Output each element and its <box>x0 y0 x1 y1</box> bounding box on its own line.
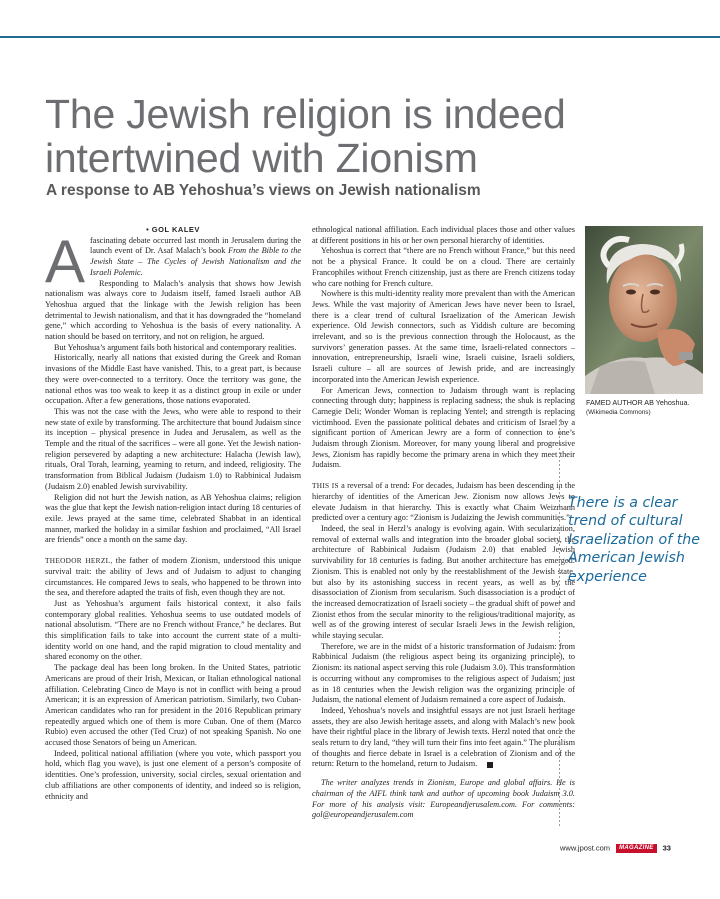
caption-text: FAMED AUTHOR AB Yehoshua. <box>586 398 690 407</box>
paragraph: Just as Yehoshua’s argument fails historical context, it also fails contemporary global realities. Yehoshua seems to use outdated models of national absolutism. “There are no French without France,” he declares. But this simplification fails to take into account the current state of a multi-identity world on one hand, and the rapid migration to cloud mentality and shared economy on the other. <box>45 598 301 662</box>
pull-quote: There is a clear trend of cultural Israelization of the American Jewish experience <box>568 495 701 585</box>
page-number: 33 <box>662 843 671 853</box>
end-mark-icon <box>487 762 493 768</box>
paragraph: Afascinating debate occurred last month in Jerusalem during the launch event of Dr. Asaf Malach’s book From the Bible to the Jewish State – The Cycles of Jewish Nationalism and the Israeli Polemic. <box>45 227 302 295</box>
paragraph: Indeed, the seal in Herzl’s analogy is evolving again. With secularization, removal of external walls and integration into the broader global society, the architecture of Rabbinical Judaism (Judaism 2.0) that enabled Jewish survivability for 18 centuries is fading. But another architecture has emerged: Zionism. This is enabled not only by the reestablishment of the Jewish state, but also by its astonishing success in recent years, as well as by the disassociation of Zionism from secularism. Such disassociation is a product of the increased democratization of Israeli society – the gradual shift of power and Zionist ethos from the secular minority to the religious/traditional majority, as well as of the growing interest of secular Israeli Jews in the Jewish religion, while staying secular. <box>312 523 575 641</box>
page-footer <box>560 843 710 853</box>
paragraph: Indeed, Yehoshua’s novels and insightful essays are not just Israeli heritage assets, they are also Jewish heritage assets, and along with Malach’s new book have their rightful place in the library of Jewish texts. Herzl noted that once the seals return to dry land, “they will turn their fins into feet again.” The pluralism of thoughts and fierce debate in Israel is a celebration of Zionism and of the return: Return to the homeland, return to Judaism. <box>312 705 575 769</box>
author-photo <box>585 226 703 394</box>
paragraph: ethnological national affiliation. Each individual places those and other values at different positions in his or her own personal hierarchy of identities. <box>312 225 575 245</box>
author-note: The writer analyzes trends in Zionism, Europe and global affairs. He is chairman of the AIFL think tank and author of upcoming book Judaism 3.0. For more of his analysis visit: Europeandjerusalem.com. For comments: gol@europeandjerusalem.com <box>312 778 575 820</box>
top-rule <box>0 36 720 38</box>
magazine-logo: MAGAZINE <box>616 844 656 853</box>
section-paragraph: THIS IS a reversal of a trend: For decades, Judaism has been descending in the hierarchy of identities of the American Jew. Zionism now allows Jews to elevate Judaism in that hierarchy. This is exactly what Chaim Weizmann predicted over a century ago: “Zionism is Judaizing the Jewish communities.” <box>312 481 575 523</box>
column-1 <box>45 225 301 802</box>
headline: The Jewish religion is indeed intertwined with Zionism <box>45 91 566 181</box>
paragraph: Historically, nearly all nations that existed during the Greek and Roman invasions of the Middle East have vanished. This, to a great part, is because they were over-connected to a territory. Once the territory was gone, the national ethos was too weak to keep it as a distinct group in exile or under occupation. After a few generations, those nations evaporated. <box>45 353 301 406</box>
lead-in: THEODOR HERZL, <box>45 556 113 566</box>
paragraph: This was not the case with the Jews, who were able to respond to their new state of exile by transforming. The architecture that bound Judaism since its inception – physical presence in Judea and Jerusalem, as well as the Temple and the ritual of the sacrifices – were all gone. Yet the Jewish nation-religion persevered by adapting a new architecture: Halacha (Jewish law), rituals, Oral Torah, learning, yearning to return, and indeed, religiosity. The transformation from Biblical Judaism (Judaism 1.0) to Rabbinical Judaism (Judaism 2.0) enabled Jewish survivability. <box>45 406 301 491</box>
deck: A response to AB Yehoshua’s views on Jewish nationalism <box>46 182 481 199</box>
paragraph: Indeed, political national affiliation (where you vote, which passport you hold, which flag you wave), is just one element of a person’s composite of identities. One’s profession, university, social circles, sexual orientation and club affiliations are other components of identity, and indeed so is religion, ethnicity and <box>45 748 301 801</box>
paragraph: For American Jews, connection to Judaism through want is replacing connecting through duty; happiness is replacing sadness; the shuk is replacing Carnegie Deli; Wonder Woman is replacing Yentel; and strength is replacing victimhood. Even the passionate political debates and criticism of Israel by a significant portion of American Jewry are a form of connection to one’s Judaism through Zionism. Moreover, for many young liberal and progressive Jews, Zionism has rapidly become the primary arena in which they meet their Judaism. <box>312 385 575 470</box>
byline: • GOL KALEV <box>146 225 200 234</box>
footer-url[interactable]: www.jpost.com <box>560 843 611 853</box>
photo-credit: (Wikimedia Commons) <box>586 409 651 416</box>
paragraph: Therefore, we are in the midst of a historic transformation of Judaism: from Rabbinical Judaism (the religious aspect being its organizing principle), to Zionism: its national aspect serving this role (Judaism 3.0). This transformation is occurring without any compromises to the religious aspect of Judaism, just as in 18 centuries when the Jewish religion was the organizing principle of Judaism, the national element of Judaism remained a core aspect of Judaism. <box>312 641 575 705</box>
portrait-image <box>585 226 703 394</box>
paragraph: But Yehoshua’s argument fails both historical and contemporary realities. <box>54 342 297 352</box>
paragraph: Yehoshua is correct that “there are no French without France,” but this need not be a physical France. It could be on a cloud. There are certainly Francophiles without French citizenship, just as there are French citizens today who care nothing for French culture. <box>312 246 575 288</box>
paragraph: Nowhere is this multi-identity reality more prevalent than with the American Jews. While the vast majority of American Jews have never been to Israel, there is a clear trend of cultural Israelization of the American Jewish experience. Old Jewish connectors, such as Yiddish culture are becoming irrelevant, and so is the previous connection through the Holocaust, as the survivors’ generation passes. At the same time, Israeli-related connectors – innovation, entrepreneurship, Israeli wine, Israeli cuisine, Israeli soldiers, Israeli culture – all are sources of Jewish pride, and are increasingly incorporated into the American Jewish experience. <box>312 289 575 384</box>
pullquote-rule <box>559 420 560 826</box>
book-title: From the Bible to the Jewish State – The Cycles of Jewish Nationalism and the Israeli Polemic. <box>90 246 302 277</box>
column-2 <box>312 225 575 821</box>
photo-caption <box>586 398 706 416</box>
paragraph: Religion did not hurt the Jewish nation, as AB Yehoshua claims; religion was the glue that kept the Jewish nation-religion intact during 18 centuries of exile. Jews prayed at the same time, celebrated Shabbat in an identical manner, marked the holiday in a similar fashion and proclaimed, “All Israel are friends” once a month on the same day. <box>45 492 301 545</box>
paragraph: Responding to Malach’s analysis that shows how Jewish nationalism was always core to Judaism itself, famed Israeli author AB Yehoshua argued that the linkage with the Jewish religion has been detrimental to Jewish nationalism, and that it has downgraded the “homeland gene,” which according to Yehoshua is the basis of every nationality. A nation should be based on territory, and not on religion, he argued. <box>45 278 301 342</box>
paragraph: The package deal has been long broken. In the United States, patriotic Americans are proud of their Irish, Mexican, or Italian ethnological national affiliation. Celebrating Cinco de Mayo is not in conflict with being a proud American; it is an expression of American patriotism. Similarly, two Cuban-American candidates who ran for president in the 2016 Republican primary repeatedly argued which one of them is more Cuban. One of them (Marco Rubio) even accused the other (Ted Cruz) of not speaking Spanish. No one accused those Senators of being un American. <box>45 663 301 748</box>
drop-cap: A <box>45 227 86 295</box>
lead-in: THIS IS <box>312 481 339 491</box>
section-paragraph: THEODOR HERZL, the father of modern Zionism, understood this unique survival trait: the ability of Jews and of Judaism to adjust to changing circumstances. He compared Jews to seals, who happened to be thrown into the sea, and therefore adapted the traits of fish, even though they are not. <box>45 556 301 598</box>
